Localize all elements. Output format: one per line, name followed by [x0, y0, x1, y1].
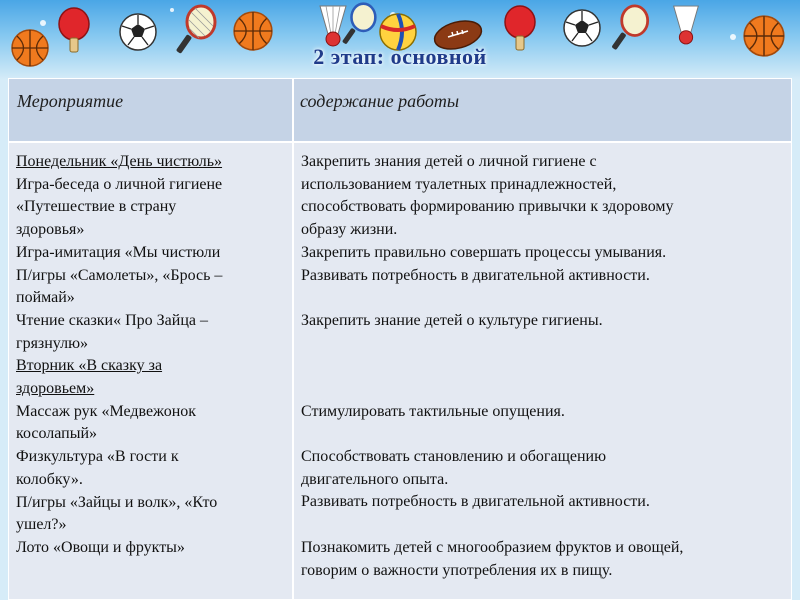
content-line: двигательного опыта. [301, 470, 449, 488]
activities-table [8, 78, 792, 600]
content-line [301, 514, 785, 537]
work-content-cell [294, 143, 791, 582]
activity-line: косолапый» [16, 425, 97, 443]
table-row [9, 143, 791, 600]
activity-line: Чтение сказки« Про Зайца – [16, 311, 209, 329]
content-line [301, 378, 785, 401]
activity-line: Физкультура «В гости к [16, 448, 179, 466]
activity-line: Вторник «В сказку за [16, 357, 163, 375]
content-line: Закрепить знание детей о культуре гигиены. [301, 311, 603, 329]
content-line: образу жизни. [301, 221, 398, 239]
page-title: 2 этап: основной [313, 44, 487, 69]
activity-line: Понедельник «День чистюль» [16, 153, 223, 170]
activity-line: Лото «Овощи и фрукты» [16, 538, 185, 556]
activity-line: Массаж рук «Медвежонок [16, 402, 197, 420]
table-header-row [9, 79, 791, 142]
content-line: Способствовать становлению и обогащению [301, 448, 607, 466]
activity-line: Игра-имитация «Мы чистюли [16, 243, 221, 261]
content-line: способствовать формированию привычки к здоровому [301, 198, 674, 216]
content-line [301, 355, 785, 378]
content-line: Развивать потребность в двигательной активности. [301, 266, 650, 284]
activity-line: колобку». [16, 470, 83, 488]
activity-line: «Путешествие в страну [16, 198, 177, 216]
activity-line: П/игры «Самолеты», «Брось – [16, 266, 223, 284]
activity-line: Игра-беседа о личной гигиене [16, 175, 223, 193]
content-line: Стимулировать тактильные опущения. [301, 402, 565, 420]
activities-cell [9, 143, 292, 560]
activity-line: П/игры «Зайцы и волк», «Кто [16, 493, 218, 511]
content-line [301, 287, 785, 310]
content-line: Развивать потребность в двигательной активности. [301, 493, 650, 511]
activity-line: здоровья» [16, 221, 85, 239]
soccer-ball-icon [562, 8, 602, 48]
content-line: Закрепить знания детей о личной гигиене с [301, 153, 597, 170]
tennis-racket-icon [340, 2, 380, 48]
content-line [301, 333, 785, 356]
table-header-content: содержание работы [300, 91, 460, 111]
content-line: Познакомить детей с многообразием фруктов и овощей, [301, 538, 684, 556]
activity-line: здоровьем» [16, 380, 95, 398]
table-header-activity: Мероприятие [17, 91, 124, 111]
activity-line: поймай» [16, 289, 75, 307]
content-line: Закрепить правильно совершать процессы умывания. [301, 243, 667, 261]
activity-line: ушел?» [16, 516, 67, 534]
activity-line: грязнулю» [16, 334, 89, 352]
column-divider [292, 79, 294, 600]
content-line [301, 423, 785, 446]
content-line: использованием туалетных принадлежностей, [301, 175, 617, 193]
content-line: говорим о важности употребления их в пищу. [301, 561, 613, 579]
shuttlecock-icon [668, 4, 704, 46]
